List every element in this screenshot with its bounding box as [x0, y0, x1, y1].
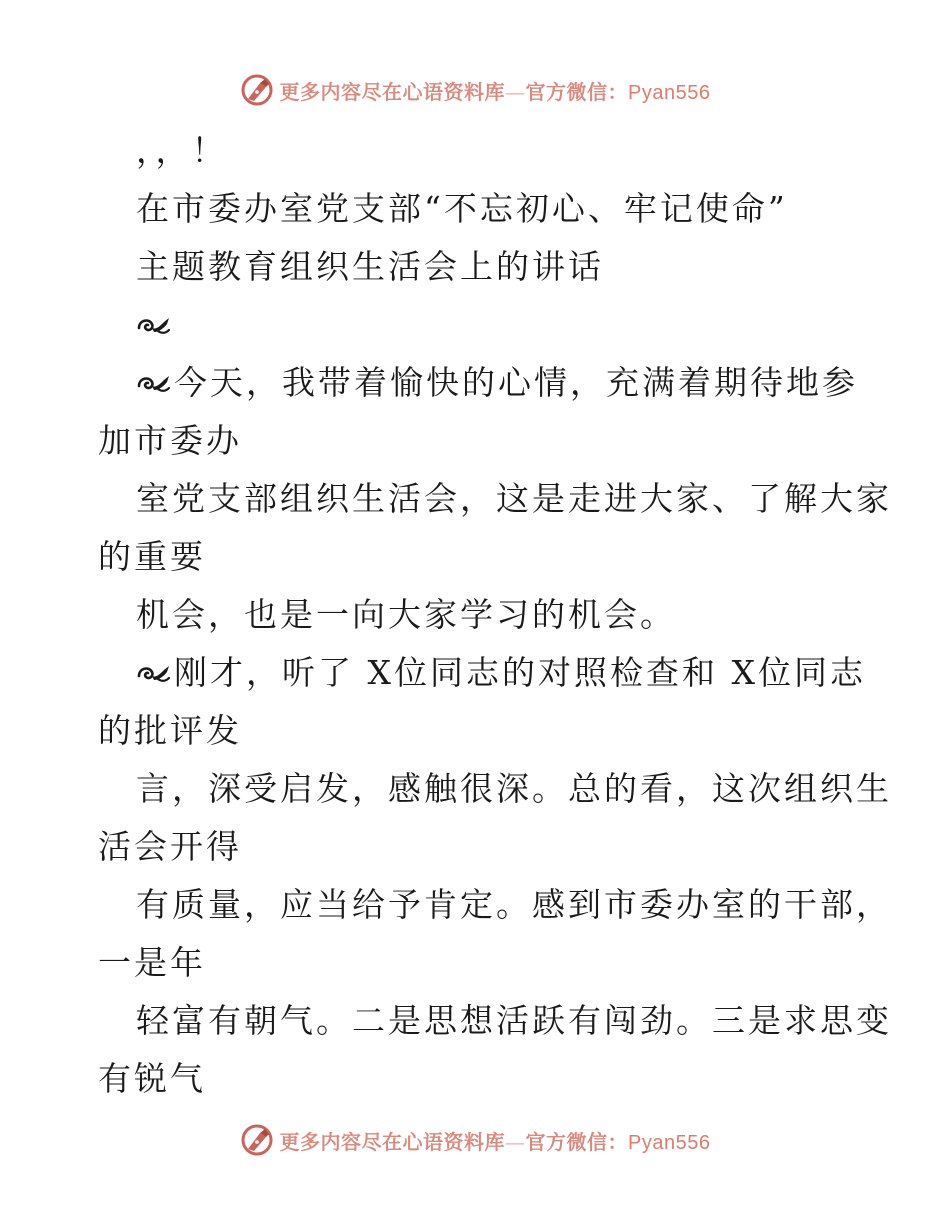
text-line [98, 354, 868, 412]
watermark-wechat-label: 官方微信： [525, 79, 629, 104]
watermark-wechat-id: Pyan556 [628, 81, 711, 104]
watermark-dash: — [505, 79, 526, 104]
watermark-text [280, 76, 711, 105]
text-line-content: 主题教育组织生活会上的讲话 [136, 247, 604, 286]
document-body [98, 122, 892, 1108]
text-line [98, 586, 868, 644]
text-line-content: 的重要 [98, 537, 206, 576]
text-line-content: 室党支部组织生活会，这是走进大家、了解大家 [136, 479, 892, 518]
text-line-content: 今天，我带着愉快的心情，充满着期待地参 [174, 363, 858, 402]
text-line [98, 644, 868, 702]
text-line-content: 一是年 [98, 943, 206, 982]
text-line-content: 轻富有朝气。二是思想活跃有闯劲。三是求思变 [136, 1001, 892, 1040]
text-line [98, 528, 868, 586]
watermark-wechat-label: 官方微信： [525, 1129, 629, 1154]
pen-nib-logo [240, 73, 274, 107]
text-line-content: 机会，也是一向大家学习的机会。 [136, 595, 676, 634]
watermark-text [280, 1126, 711, 1155]
watermark-header [0, 68, 950, 112]
text-line [98, 122, 868, 180]
pen-nib-logo [240, 1123, 274, 1157]
text-line-content: ，，！ [136, 131, 228, 170]
text-line [98, 934, 868, 992]
text-line-content: 有锐气 [98, 1059, 206, 1098]
text-line [98, 412, 868, 470]
text-line-content: 刚才，听了 X位同志的对照检查和 X位同志 [174, 653, 866, 692]
text-line [98, 818, 868, 876]
text-line-content: 的批评发 [98, 711, 242, 750]
fleuron-icon [136, 646, 172, 670]
text-line [98, 760, 892, 818]
fleuron-icon [136, 356, 172, 380]
text-line [98, 470, 892, 528]
text-line-content: 有质量，应当给予肯定。感到市委办室的干部， [136, 885, 892, 924]
text-line [98, 1050, 868, 1108]
text-line [98, 992, 892, 1050]
text-line [98, 876, 892, 934]
text-line-content: 言，深受启发，感触很深。总的看，这次组织生 [136, 769, 892, 808]
watermark-brand: 更多内容尽在心语资料库 [279, 79, 506, 104]
watermark-footer [0, 1118, 950, 1162]
text-line [98, 238, 868, 296]
text-line-content: 活会开得 [98, 827, 242, 866]
text-line [98, 296, 868, 354]
watermark-brand: 更多内容尽在心语资料库 [279, 1129, 506, 1154]
text-line [98, 180, 868, 238]
watermark-wechat-id: Pyan556 [628, 1131, 711, 1154]
text-line-content: 在市委办室党支部“不忘初心、牢记使命” [136, 189, 788, 228]
watermark-dash: — [505, 1129, 526, 1154]
text-line-content: 加市委办 [98, 421, 242, 460]
fleuron-icon [136, 298, 172, 322]
text-line [98, 702, 868, 760]
